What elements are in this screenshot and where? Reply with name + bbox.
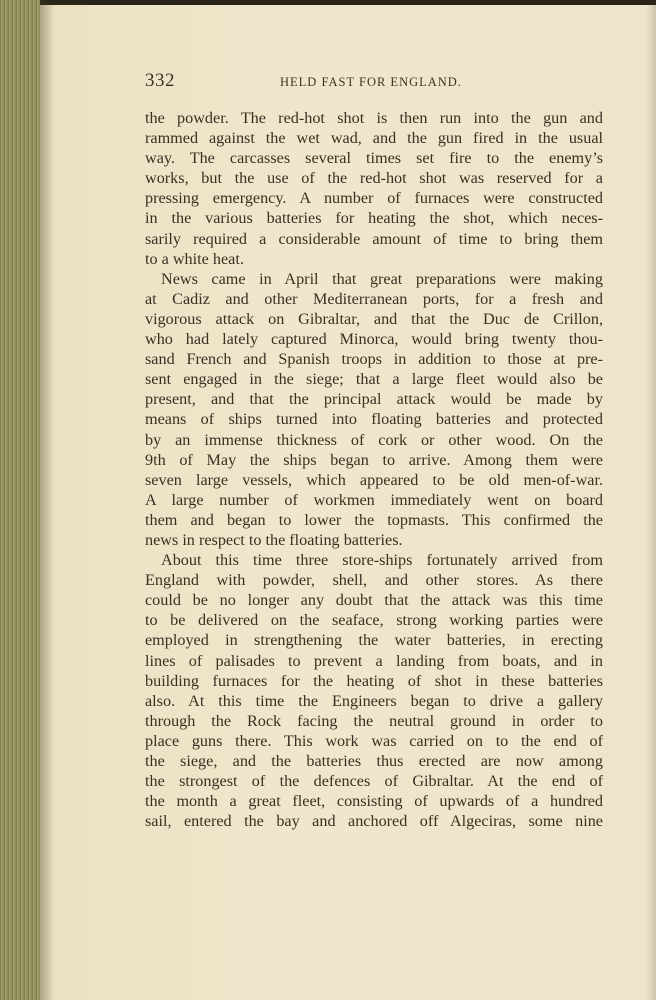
text-line: to a white heat. [145, 249, 244, 268]
text-line: 9th of May the ships began to arrive. Among them were [145, 450, 603, 469]
text-line: who had lately captured Minorca, would bring twenty thou- [145, 330, 603, 349]
text-line: the strongest of the defences of Gibraltar. At the end of [145, 772, 603, 791]
text-line: at Cadiz and other Mediterranean ports, for a fresh and [145, 289, 603, 308]
text-line: employed in strengthening the water batteries, in erecting [145, 631, 603, 650]
running-title: HELD FAST FOR ENGLAND. [280, 75, 462, 89]
text-line: through the Rock facing the neutral ground in order to [145, 711, 603, 730]
text-line: the siege, and the batteries thus erected are now among [145, 752, 603, 770]
page-number: 332 [145, 70, 175, 91]
page-header [145, 70, 603, 94]
text-line: A large number of workmen immediately went on board [145, 490, 603, 509]
body-text [145, 108, 603, 831]
text-line: England with powder, shell, and other stores. As there [145, 571, 603, 590]
page-fore-edge [0, 0, 40, 1000]
text-line: sent engaged in the siege; that a large fleet would also be [145, 370, 603, 389]
text-line: in the various batteries for heating the shot, which neces- [145, 209, 603, 228]
text-line: seven large vessels, which appeared to be old men-of-war. [145, 470, 603, 489]
text-line: means of ships turned into floating batteries and protected [145, 410, 603, 429]
paragraph-3 [145, 550, 603, 831]
text-line: rammed against the wet wad, and the gun fired in the usual [145, 129, 603, 148]
text-line: sarily required a considerable amount of time to bring them [145, 229, 603, 248]
text-line: to be delivered on the seaface, strong working parties were [145, 611, 603, 630]
page-top-edge [0, 0, 656, 5]
text-line: present, and that the principal attack would be made by [145, 390, 603, 409]
text-line: news in respect to the floating batteries. [145, 530, 403, 549]
text-line: lines of palisades to prevent a landing from boats, and in [145, 651, 603, 670]
text-line: News came in April that great preparations were making [161, 269, 603, 288]
text-line: by an immense thickness of cork or other wood. On the [145, 430, 603, 449]
text-line: the month a great fleet, consisting of upwards of a hundred [145, 792, 603, 811]
text-line: place guns there. This work was carried on to the end of [145, 731, 603, 750]
text-line: pressing emergency. A number of furnaces were constructed [145, 189, 603, 208]
paragraph-2 [145, 269, 603, 550]
text-line: the powder. The red-hot shot is then run into the gun and [145, 109, 603, 127]
text-line: also. At this time the Engineers began to drive a gallery [145, 691, 603, 710]
text-line: way. The carcasses several times set fire to the enemy’s [145, 149, 603, 168]
text-line: sand French and Spanish troops in addition to those at pre- [145, 350, 603, 369]
gutter-shadow [40, 0, 54, 1000]
text-line: vigorous attack on Gibraltar, and that the Duc de Crillon, [145, 309, 603, 328]
paragraph-1 [145, 108, 603, 269]
text-line: could be no longer any doubt that the attack was this time [145, 591, 603, 610]
text-line: sail, entered the bay and anchored off Algeciras, some nine [145, 812, 603, 831]
right-edge-shadow [646, 0, 656, 1000]
text-line: works, but the use of the red-hot shot was reserved for a [145, 169, 603, 188]
text-line: them and began to lower the topmasts. This confirmed the [145, 510, 603, 529]
text-line: About this time three store-ships fortunately arrived from [161, 551, 603, 570]
text-line: building furnaces for the heating of shot in these batteries [145, 671, 603, 690]
